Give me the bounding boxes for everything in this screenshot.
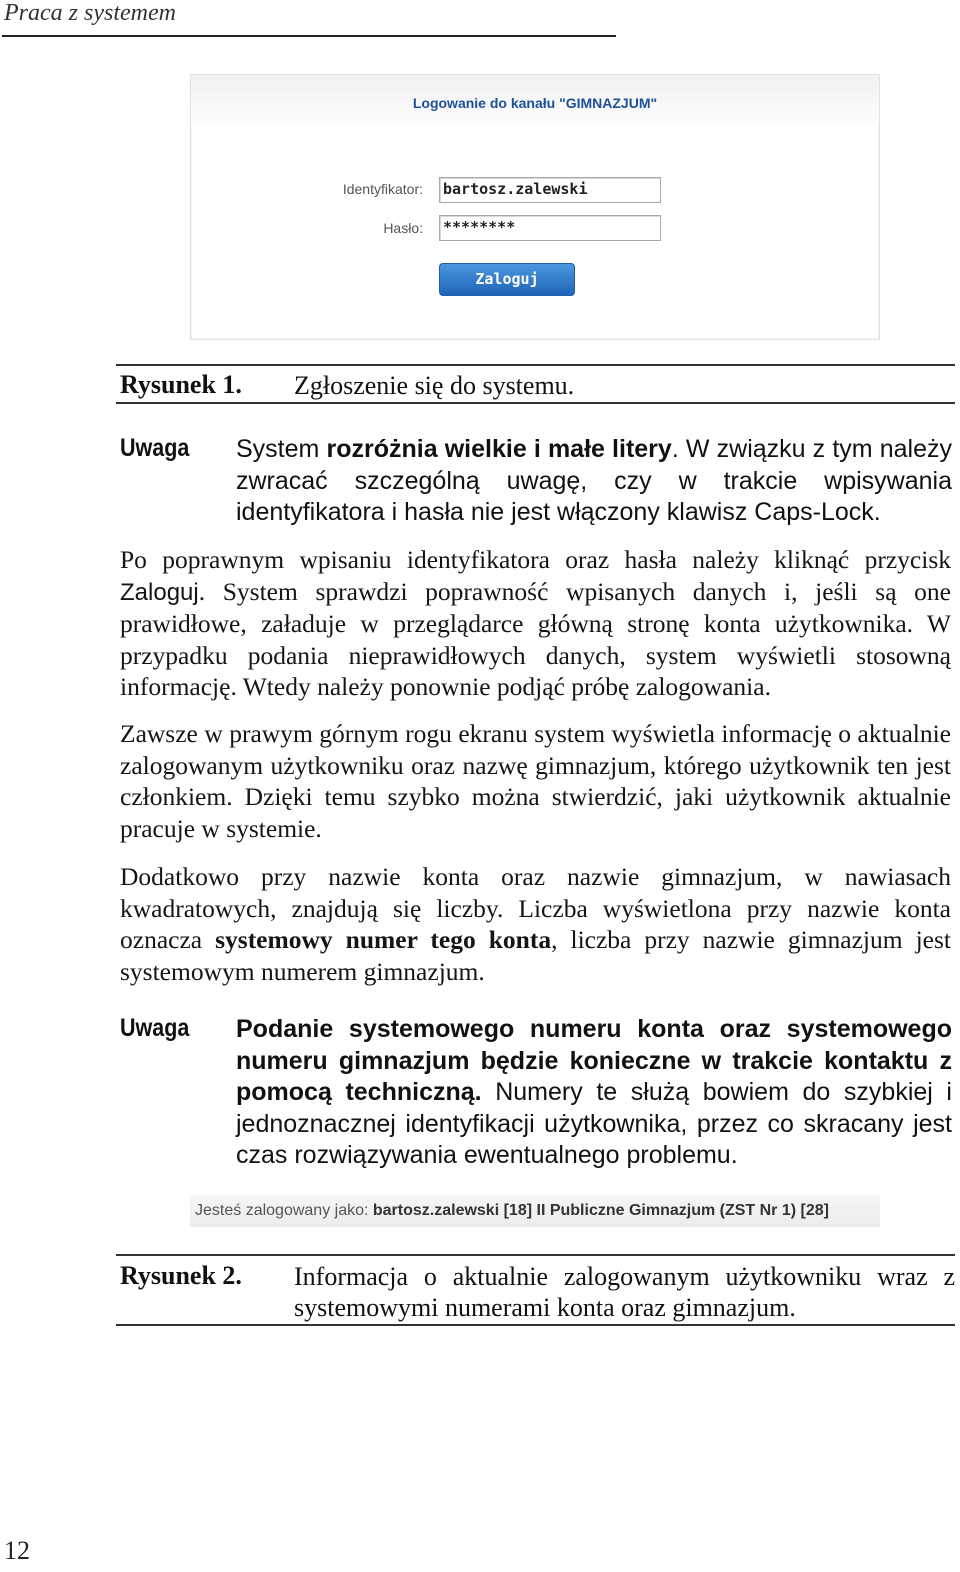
- login-button[interactable]: Zaloguj: [439, 263, 575, 296]
- logged-in-prefix: Jesteś zalogowany jako:: [195, 1202, 373, 1219]
- note-text: . W związku z tym należy zwracać szczególną uwagę, czy w trakcie wpisywania identyfikatora i hasła nie jest włączony klawisz Caps-Lock.: [236, 435, 952, 526]
- note-body: [236, 1014, 952, 1172]
- note-text: System: [236, 435, 327, 463]
- page-number: 12: [4, 1536, 30, 1565]
- note-label: Uwaga: [120, 434, 190, 462]
- figure2-caption-text: Informacja o aktualnie zalogowanym użytkowniku wraz z systemowymi numerami konta oraz gimnazjum.: [294, 1262, 955, 1322]
- paragraph-text: . System sprawdzi poprawność wpisanych danych i, jeśli są one prawidłowe, załaduje w przeglądarce główną stronę konta użytkownika. W przypadku podania nieprawidłowych danych, system wyświetli stosowną informację. Wtedy należy ponownie podjąć próbę zalogowania.: [120, 576, 951, 701]
- figure2-caption: [116, 1254, 955, 1326]
- figure1-caption: [116, 364, 955, 404]
- header-rule: [2, 35, 616, 37]
- paragraph-user-info: Zawsze w prawym górnym rogu ekranu system wyświetla informację o aktualnie zalogowanym użytkowniku oraz nazwę gimnazjum, którego użytkownik ten jest członkiem. Dzięki temu szybko można stwierdzić, jaki użytkownik aktualnie pracuje w systemie.: [120, 719, 951, 843]
- figure1-caption-text: Zgłoszenie się do systemu.: [294, 371, 575, 400]
- logged-in-account: bartosz.zalewski [18] II Publiczne Gimnazjum (ZST Nr 1) [28]: [372, 1202, 829, 1219]
- button-name-reference: Zaloguj: [120, 578, 199, 606]
- paragraph-text: Po poprawnym wpisaniu identyfikatora oraz hasła należy kliknąć przycisk: [120, 545, 951, 574]
- paragraph-login-result: [120, 544, 951, 703]
- figure1-caption-label: Rysunek 1.: [120, 370, 242, 399]
- figure2-caption-label: Rysunek 2.: [120, 1261, 242, 1290]
- login-panel-figure: [190, 74, 880, 340]
- password-label: Hasło:: [383, 220, 423, 236]
- paragraph-system-numbers: [120, 861, 951, 987]
- paragraph-text: Dodatkowo przy nazwie konta oraz nazwie gimnazjum, w nawiasach kwadratowych, znajdują się liczby. Liczba wyświetlona przy nazwie konta oznacza: [120, 862, 951, 954]
- note-emphasis: rozróżnia wielkie i małe litery: [326, 435, 672, 463]
- note-case-sensitivity: [120, 434, 952, 530]
- note-body: [236, 434, 952, 529]
- password-input[interactable]: ********: [439, 215, 661, 241]
- logged-in-status-figure: [190, 1195, 880, 1227]
- login-title: Logowanie do kanału "GIMNAZJUM": [412, 95, 658, 111]
- paragraph-emphasis: systemowy numer tego konta: [215, 925, 552, 954]
- note-support-numbers: [120, 1014, 952, 1174]
- identifier-input[interactable]: bartosz.zalewski: [439, 177, 661, 203]
- identifier-label: Identyfikator:: [342, 181, 423, 197]
- note-text: Numery te służą bowiem do szybkiej i jednoznacznej identyfikacji użytkownika, przez co skracany jest czas rozwiązywania ewentualnego problemu.: [236, 1078, 952, 1169]
- note-label: Uwaga: [120, 1014, 190, 1042]
- paragraph-text: , liczba przy nazwie gimnazjum jest systemowym numerem gimnazjum.: [120, 925, 951, 986]
- running-header: Praca z systemem: [4, 0, 176, 26]
- note-emphasis: Podanie systemowego numeru konta oraz systemowego numeru gimnazjum będzie konieczne w trakcie kontaktu z pomocą techniczną.: [236, 1015, 952, 1106]
